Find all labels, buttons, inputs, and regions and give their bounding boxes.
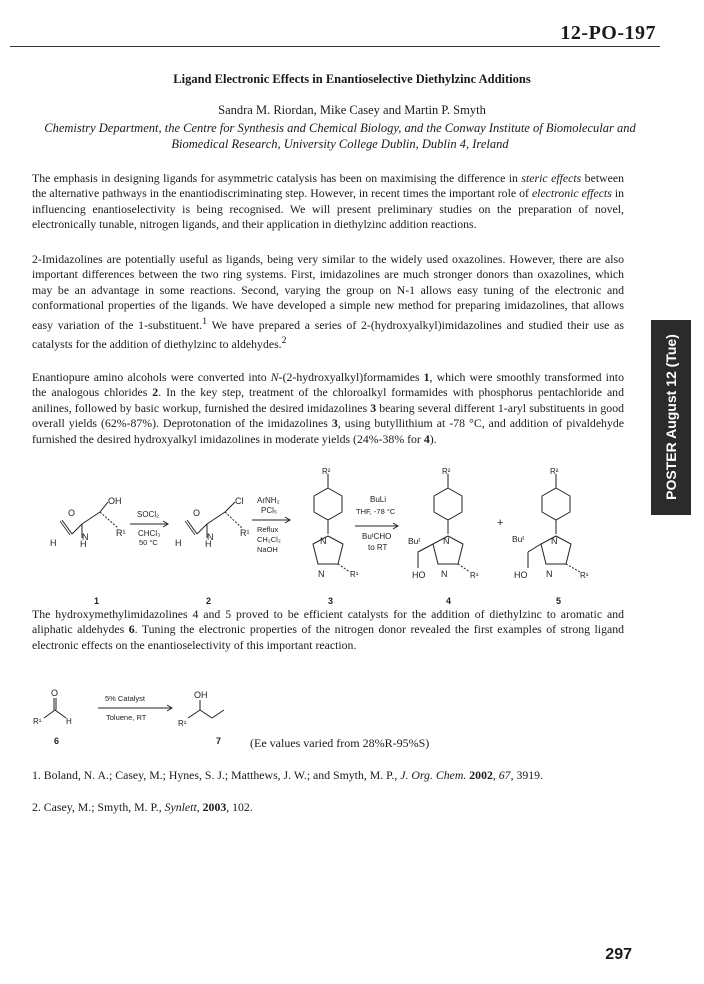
- atom-label: R¹: [33, 717, 42, 726]
- reagent-label: BuᵗCHO: [362, 532, 392, 541]
- atom-label: N: [82, 532, 89, 542]
- reagent-label: 50 °C: [139, 538, 158, 547]
- reagent-label: NaOH: [257, 545, 278, 554]
- reagent-label: CH₂Cl₂: [257, 535, 281, 544]
- reagent-label: SOCl₂: [137, 510, 160, 519]
- compound-4-structure: [418, 474, 470, 572]
- atom-label: R¹: [116, 528, 126, 538]
- compound-3-structure: [313, 474, 350, 572]
- atom-label: R²: [442, 467, 451, 476]
- side-tab-label: POSTER August 12 (Tue): [663, 334, 679, 500]
- compound-number-3: 3: [328, 596, 334, 606]
- compound-6-structure: [44, 698, 66, 718]
- atom-label: H: [50, 538, 57, 548]
- atom-label: R²: [322, 467, 331, 476]
- affiliation: Chemistry Department, the Centre for Synthesis and Chemical Biology, and the Conway Institute of Biomolecular and Biomedical Research, University College Dublin, Dublin 4, Ireland: [44, 121, 636, 151]
- atom-label: O: [51, 688, 59, 698]
- atom-label: N: [207, 532, 214, 542]
- atom-label: H: [205, 539, 212, 549]
- atom-label: N: [320, 536, 327, 546]
- atom-label: OH: [194, 690, 208, 700]
- reagent-label: ArNH₂: [257, 496, 280, 505]
- atom-label: R¹: [580, 571, 589, 580]
- atom-label: O: [193, 508, 201, 518]
- compound-number-5: 5: [556, 596, 562, 606]
- atom-label: O: [68, 508, 76, 518]
- reagent-label: Toluene, RT: [106, 713, 147, 722]
- compound-number-1: 1: [94, 596, 100, 606]
- atom-label: N: [546, 569, 553, 579]
- compound-number-7: 7: [216, 736, 222, 746]
- atom-label: Buᵗ: [512, 534, 525, 544]
- atom-label: H: [80, 539, 87, 549]
- atom-label: N: [441, 569, 448, 579]
- atom-label: R¹: [178, 719, 187, 728]
- atom-label: OH: [108, 496, 122, 506]
- atom-label: R²: [550, 467, 559, 476]
- atom-label: N: [443, 536, 450, 546]
- reaction-scheme-1: [0, 464, 650, 609]
- atom-label: HO: [412, 570, 426, 580]
- paragraph-synthesis: Enantiopure amino alcohols were converted into N-(2-hydroxyalkyl)formamides 1, which were smoothly transformed into the analogous chlorides 2. In the key step, treatment of the chloroalkyl formamides with phosphorus pentachloride and anilines, followed by basic workup, furnished the desired imidazolines 3 bearing several different 1-aryl substituents in good overall yields (62%-87%). Deprotonation of the imidazolines 3, using butyllithium at -78 °C, and addition of pivaldehyde furnished the desired hydroxyalkyl imidazolines in moderate yields (24%-38% for 4).: [32, 370, 624, 446]
- abstract-code: 12-PO-197: [560, 22, 656, 44]
- paragraph-imidazolines: 2-Imidazolines are potentially useful as ligands, being very similar to the widely used oxazolines. However, there are also important differences between the two ring systems. First, imidazolines are much stronger donors than oxazolines, which may be an advantage in some reactions. Second, varying the group on N-1 allows easy tuning of the electronic and conformational properties of the ligands. We have developed a simple new method for preparing imidazolines, that allows easy variation of the 1-substituent.$^1$ We have prepared a series of 2-(hydroxyalkyl)imidazolines and studied their use as catalysts for the addition of diethylzinc to aldehydes.$^2$: [32, 252, 624, 351]
- atom-label: H: [66, 717, 72, 726]
- atom-label: R¹: [240, 528, 250, 538]
- paper-title: Ligand Electronic Effects in Enantioselective Diethylzinc Additions: [173, 72, 531, 86]
- atom-label: N: [551, 536, 558, 546]
- atom-label: N: [318, 569, 325, 579]
- atom-label: HO: [514, 570, 528, 580]
- atom-label: Cl: [235, 496, 244, 506]
- reference-1: 1. Boland, N. A.; Casey, M.; Hynes, S. J.; Matthews, J. W.; and Smyth, M. P., J. Org. Chem. 2002, 67, 3919.: [32, 768, 544, 782]
- paragraph-intro: The emphasis in designing ligands for asymmetric catalysis has been on maximising the difference in steric effects between the alternative pathways in the enantiodiscriminating step. However, in recent times the important role of electronic effects in influencing enantioselectivity is being recognised. We will present preliminary studies on the preparation of novel, electronically tunable, nitrogen ligands, and their application in diethylzinc addition reactions.: [32, 171, 624, 232]
- compound-number-2: 2: [206, 596, 212, 606]
- atom-label: R¹: [350, 570, 359, 579]
- reagent-label: Reflux: [257, 525, 279, 534]
- compound-number-4: 4: [446, 596, 452, 606]
- page-number: 297: [605, 946, 632, 963]
- reagent-label: 5% Catalyst: [105, 694, 146, 703]
- ee-note: (Ee values varied from 28%R-95%S): [250, 736, 430, 750]
- atom-label: H: [175, 538, 182, 548]
- paragraph-results: The hydroxymethylimidazolines 4 and 5 proved to be efficient catalysts for the addition of diethylzinc to aromatic and aliphatic aldehydes 6. Tuning the electronic properties of the nitrogen donor revealed the first examples of strong ligand electronic effects on the enantioselectivity of this important reaction.: [32, 607, 624, 652]
- plus-sign: +: [497, 517, 504, 529]
- reagent-label: PCl₅: [261, 506, 278, 515]
- reference-2: 2. Casey, M.; Smyth, M. P., Synlett, 2003, 102.: [32, 800, 253, 814]
- compound-7-structure: [188, 700, 224, 718]
- compound-5-structure: [528, 474, 580, 572]
- compound-number-6: 6: [54, 736, 60, 746]
- reagent-label: to RT: [368, 543, 388, 552]
- reagent-label: THF, -78 °C: [356, 507, 396, 516]
- reagent-label: CHCl₃: [138, 529, 161, 538]
- reagent-label: BuLi: [370, 495, 387, 504]
- authors: Sandra M. Riordan, Mike Casey and Martin P. Smyth: [218, 103, 486, 117]
- atom-label: R¹: [470, 571, 479, 580]
- header-rule: [10, 46, 660, 47]
- atom-label: Buᵗ: [408, 536, 421, 546]
